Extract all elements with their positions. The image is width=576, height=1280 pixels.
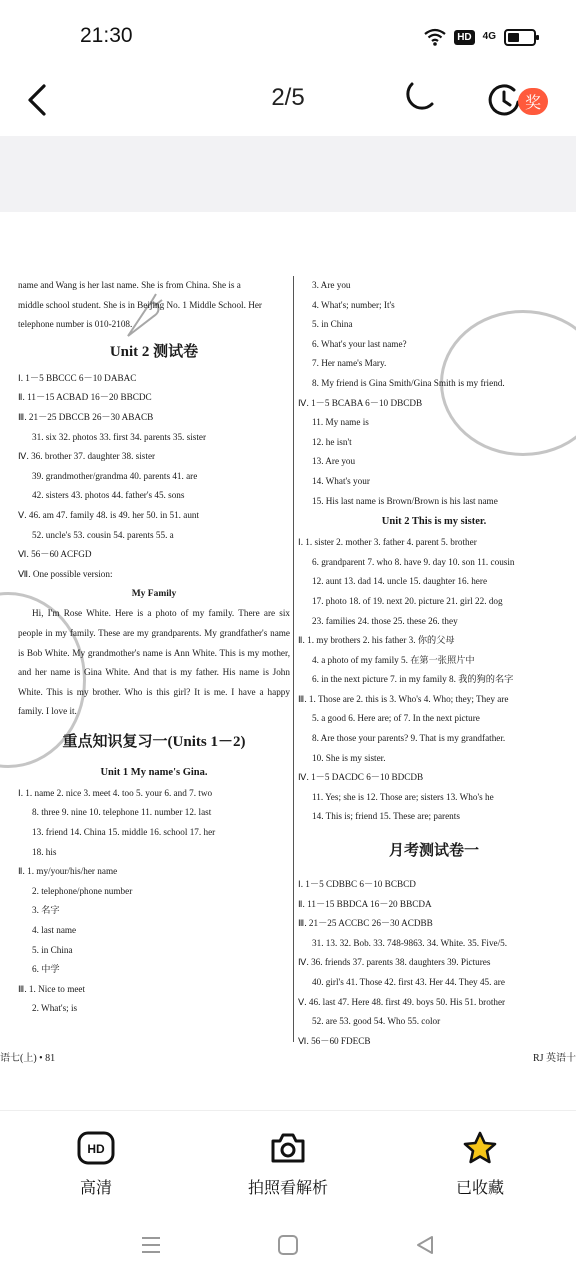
answer-line: 2. telephone/phone number bbox=[32, 885, 133, 896]
answer-line: Ⅲ. 21－25 DBCCB 26－30 ABACB bbox=[18, 411, 154, 422]
answer-line: Ⅰ. 1. sister 2. mother 3. father 4. parent 5. brother bbox=[298, 537, 477, 548]
answer-line: 42. sisters 43. photos 44. father's 45. sons bbox=[32, 490, 185, 501]
unit-title: Unit 2 This is my sister. bbox=[381, 516, 487, 528]
photo-analysis-button[interactable] bbox=[223, 1131, 353, 1198]
right-column bbox=[298, 276, 570, 1051]
answer-line: 52. are 53. good 54. Who 55. color bbox=[312, 1016, 441, 1027]
page-footer-left: 语七(上) • 81 bbox=[0, 1053, 56, 1064]
answer-line: 15. His last name is Brown/Brown is his last name bbox=[312, 495, 498, 506]
essay-text: Hi, I'm Rose White. Here is a photo of my family. There are six people in my family. These are my grandparents. My grandfather's name is Bob White. My grandmother's name is Ann White. This is my mother, and her name is Gina White. And that is my father. His name is John White. This is my brother. Who is this girl? It is me. I have a happy family. I love it. bbox=[18, 608, 290, 717]
answer-line: 31. six 32. photos 33. first 34. parents 35. sister bbox=[32, 431, 207, 442]
hd-label: 高清 bbox=[79, 1178, 112, 1197]
answer-line: Ⅰ. 1－5 BBCCC 6－10 DABAC bbox=[18, 372, 137, 383]
answer-line: 39. grandmother/grandma 40. parents 41. are bbox=[32, 470, 198, 481]
favorite-label: 已收藏 bbox=[455, 1178, 504, 1197]
bottom-toolbar bbox=[0, 1110, 576, 1221]
answer-line: 6. What's your last name? bbox=[312, 338, 407, 349]
ad-banner-area bbox=[0, 136, 576, 212]
answer-line: Ⅱ. 1. my brothers 2. his father 3. 你的父母 bbox=[298, 635, 455, 646]
hd-icon bbox=[77, 1131, 115, 1165]
answer-line: Ⅵ. 56－60 ACFGD bbox=[18, 549, 92, 560]
answer-line: Ⅰ. 1. name 2. nice 3. meet 4. too 5. your 6. and 7. two bbox=[18, 787, 213, 798]
answer-line: Ⅱ. 1. my/your/his/her name bbox=[18, 866, 118, 877]
answer-line: Ⅱ. 11－15 ACBAD 16－20 BBCDC bbox=[18, 392, 152, 403]
section-title: Unit 2 测试卷 bbox=[109, 343, 199, 360]
text-line: telephone number is 010-2108. bbox=[18, 319, 133, 330]
hd-button[interactable] bbox=[31, 1131, 161, 1198]
camera-icon bbox=[269, 1131, 307, 1165]
answer-line: 3. 名字 bbox=[32, 905, 60, 916]
answer-line: 6. in the next picture 7. in my family 8. 我的狗的名字 bbox=[312, 674, 514, 685]
answer-line: 11. Yes; she is 12. Those are; sisters 13. Who's he bbox=[312, 791, 494, 802]
system-nav-bar bbox=[0, 1222, 576, 1280]
menu-icon[interactable] bbox=[140, 1234, 162, 1256]
answer-line: 18. his bbox=[32, 846, 57, 857]
answer-line: 10. She is my sister. bbox=[312, 752, 386, 763]
answer-line: 5. a good 6. Here are; of 7. In the next picture bbox=[312, 713, 480, 724]
answer-line: Ⅲ. 1. Those are 2. this is 3. Who's 4. Who; they; They are bbox=[298, 693, 509, 704]
photo-analysis-label: 拍照看解析 bbox=[247, 1178, 328, 1197]
reward-button[interactable] bbox=[484, 78, 552, 122]
text-line: name and Wang is her last name. She is from China. She is a bbox=[18, 280, 241, 290]
answer-line: 8. My friend is Gina Smith/Gina Smith is my friend. bbox=[312, 377, 505, 388]
answer-line: 4. a photo of my family 5. 在第一张照片中 bbox=[312, 654, 475, 665]
answer-line: Ⅳ. 36. friends 37. parents 38. daughters 39. Pictures bbox=[298, 957, 491, 968]
status-bar bbox=[0, 0, 576, 72]
answer-line: 40. girl's 41. Those 42. first 43. Her 44. They 45. are bbox=[312, 977, 505, 987]
answer-line: 12. aunt 13. dad 14. uncle 15. daughter 16. here bbox=[312, 576, 488, 587]
answer-line: Ⅴ. 46. last 47. Here 48. first 49. boys 50. His 51. brother bbox=[298, 996, 506, 1007]
answer-page-image[interactable] bbox=[0, 262, 576, 1072]
answer-line: Ⅳ. 36. brother 37. daughter 38. sister bbox=[18, 451, 156, 462]
left-column bbox=[18, 276, 290, 1019]
answer-line: Ⅳ. 1－5 BCABA 6－10 DBCDB bbox=[298, 397, 423, 408]
home-square-icon[interactable] bbox=[277, 1234, 299, 1256]
answer-line: Ⅵ. 56－60 FDECB bbox=[298, 1035, 371, 1046]
answer-line: 5. in China bbox=[32, 944, 73, 955]
reward-badge: 奖 bbox=[518, 88, 548, 115]
answer-line: 13. friend 14. China 15. middle 16. school 17. her bbox=[32, 827, 216, 838]
back-triangle-icon[interactable] bbox=[414, 1234, 436, 1256]
answer-line: Ⅲ. 1. Nice to meet bbox=[18, 983, 86, 994]
essay-title: My Family bbox=[131, 589, 177, 600]
answer-line: Ⅱ. 11－15 BBDCA 16－20 BBCDA bbox=[298, 898, 432, 909]
signal-4g-icon: 4G bbox=[482, 31, 496, 42]
favorite-button[interactable] bbox=[415, 1131, 545, 1198]
battery-icon bbox=[504, 29, 536, 46]
top-nav bbox=[0, 72, 576, 136]
answer-line: 23. families 24. those 25. these 26. they bbox=[312, 615, 458, 626]
answer-line: 4. last name bbox=[32, 925, 77, 936]
answer-line: 8. three 9. nine 10. telephone 11. number 12. last bbox=[32, 807, 212, 818]
answer-line: 7. Her name's Mary. bbox=[312, 358, 387, 369]
answer-line: Ⅰ. 1－5 CDBBC 6－10 BCBCD bbox=[298, 879, 416, 890]
column-divider bbox=[293, 276, 294, 1042]
answer-line: 17. photo 18. of 19. next 20. picture 21. girl 22. dog bbox=[312, 595, 503, 606]
text-line: middle school student. She is in Beijing No. 1 Middle School. Her bbox=[18, 299, 262, 310]
answer-line: 12. he isn't bbox=[312, 436, 352, 447]
night-mode-moon-icon[interactable] bbox=[398, 78, 438, 118]
section-title: 月考测试卷一 bbox=[388, 843, 479, 860]
status-icons bbox=[424, 26, 536, 48]
answer-line: 8. Are those your parents? 9. That is my grandfather. bbox=[312, 733, 506, 744]
answer-line: 3. Are you bbox=[312, 280, 351, 290]
answer-line: Ⅲ. 21－25 ACCBC 26－30 ACDBB bbox=[298, 918, 433, 929]
svg-text:HD: HD bbox=[87, 1142, 105, 1156]
page-indicator: 2/5 bbox=[271, 84, 305, 111]
answer-line: 14. What's your bbox=[312, 475, 370, 486]
answer-line: 5. in China bbox=[312, 319, 353, 330]
star-icon bbox=[461, 1131, 499, 1165]
answer-line: 2. What's; is bbox=[32, 1003, 78, 1014]
answer-line: 52. uncle's 53. cousin 54. parents 55. a bbox=[32, 529, 174, 540]
answer-line: 6. 中学 bbox=[32, 964, 60, 975]
status-time: 21:30 bbox=[80, 24, 133, 47]
unit-title: Unit 1 My name's Gina. bbox=[100, 766, 208, 778]
answer-line: 31. 13. 32. Bob. 33. 748-9863. 34. White. 35. Five/5. bbox=[312, 937, 508, 948]
review-title: 重点知识复习一(Units 1－2) bbox=[62, 733, 246, 750]
wifi-icon bbox=[424, 28, 446, 46]
answer-line: Ⅳ. 1－5 DACDC 6－10 BDCDB bbox=[298, 772, 424, 783]
answer-line: Ⅶ. One possible version: bbox=[18, 568, 113, 579]
answer-line: Ⅴ. 46. am 47. family 48. is 49. her 50. in 51. aunt bbox=[18, 509, 200, 520]
answer-line: 11. My name is bbox=[312, 417, 369, 428]
page-footer-right: RJ 英语十 bbox=[532, 1053, 576, 1064]
answer-line: 6. grandparent 7. who 8. have 9. day 10. son 11. cousin bbox=[312, 556, 515, 567]
answer-line: 4. What's; number; It's bbox=[312, 299, 395, 310]
answer-line: 13. Are you bbox=[312, 456, 356, 467]
hd-voice-icon: HD bbox=[454, 30, 474, 45]
answer-line: 14. This is; friend 15. These are; parents bbox=[312, 811, 460, 822]
